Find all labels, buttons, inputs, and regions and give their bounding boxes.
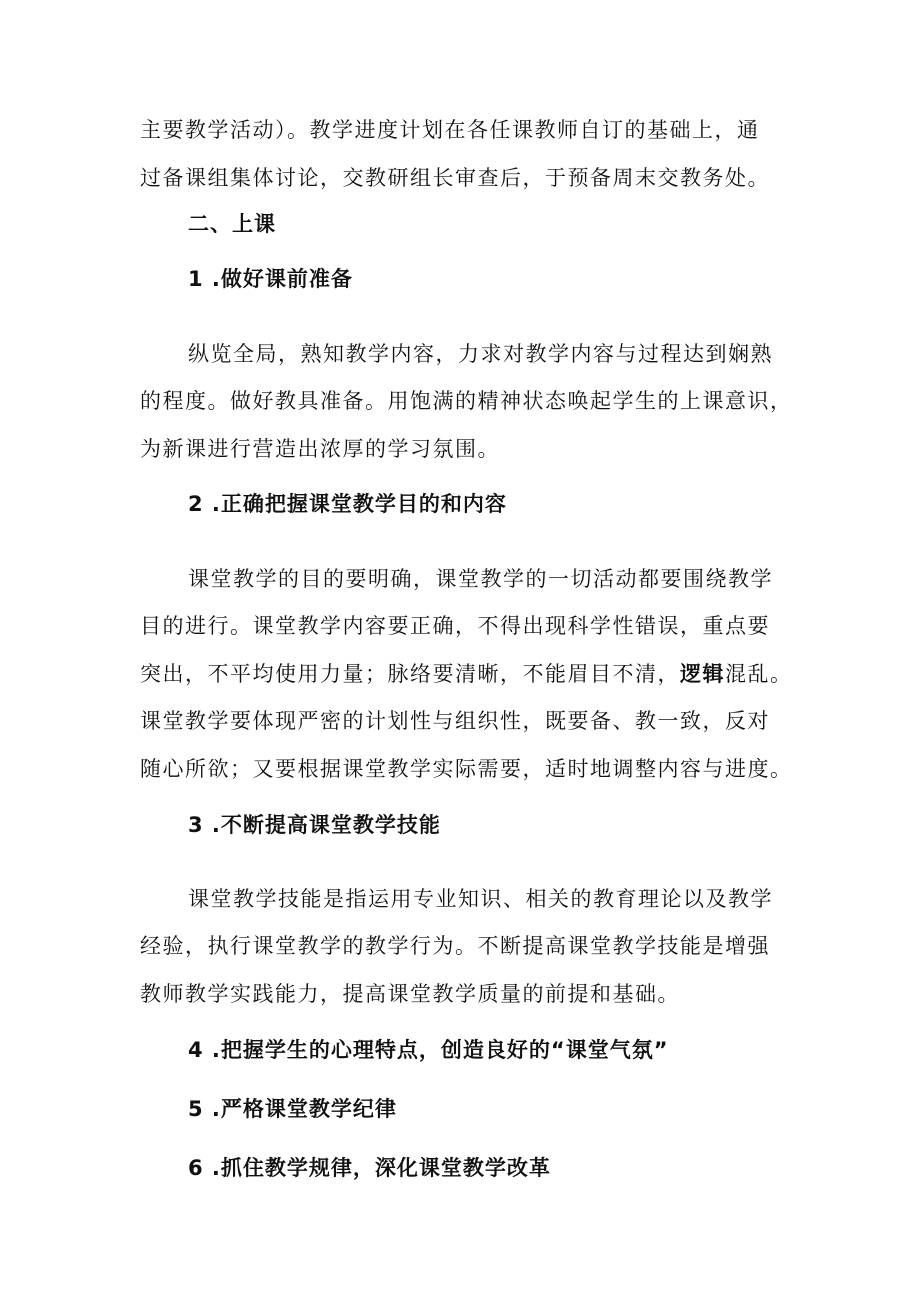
paragraph-line: 随心所欲；又要根据课堂教学实际需要，适时地调整内容与进度。 [140,757,793,781]
paragraph-line: 过备课组集体讨论，交教研组长审查后，于预备周末交教务处。 [140,166,770,190]
item-heading: 6 .抓住教学规律，深化课堂教学改革 [188,1156,551,1180]
paragraph-line: 课堂教学要体现严密的计划性与组织性，既要备、教一致，反对 [140,709,770,733]
paragraph-line: 课堂教学的目的要明确，课堂教学的一切活动都要围绕教学 [188,567,773,591]
paragraph-line: 课堂教学技能是指运用专业知识、相关的教育理论以及教学 [188,887,773,911]
item-heading: 1 .做好课前准备 [188,267,353,291]
item-heading: 2 .正确把握课堂教学目的和内容 [188,492,507,516]
paragraph-line: 目的进行。课堂教学内容要正确，不得出现科学性错误，重点要 [140,614,770,638]
item-heading: 5 .严格课堂教学纪律 [188,1097,397,1121]
paragraph-line: 的程度。做好教具准备。用饱满的精神状态唤起学生的上课意识， [140,389,793,413]
paragraph-line [140,659,793,689]
paragraph-line: 主要教学活动）。教学进度计划在各任课教师自订的基础上，通 [140,118,760,142]
paragraph-line: 教师教学实践能力，提高课堂教学质量的前提和基础。 [140,982,680,1006]
paragraph-line: 经验，执行课堂教学的教学行为。不断提高课堂教学技能是增强 [140,934,770,958]
text-run: 突出，不平均使用力量；脉络要清晰，不能眉目不清， [140,662,680,686]
item-heading: 4 .把握学生的心理特点，创造良好的“课堂气氛” [188,1038,669,1062]
section-heading: 二、上课 [188,212,276,236]
emphasized-text: 逻辑 [680,662,725,686]
paragraph-line: 为新课进行营造出浓厚的学习氛围。 [140,437,500,461]
text-run: 混乱。 [725,662,793,686]
paragraph-line: 纵览全局，熟知教学内容，力求对教学内容与过程达到娴熟 [188,342,773,366]
item-heading: 3 .不断提高课堂教学技能 [188,813,441,837]
